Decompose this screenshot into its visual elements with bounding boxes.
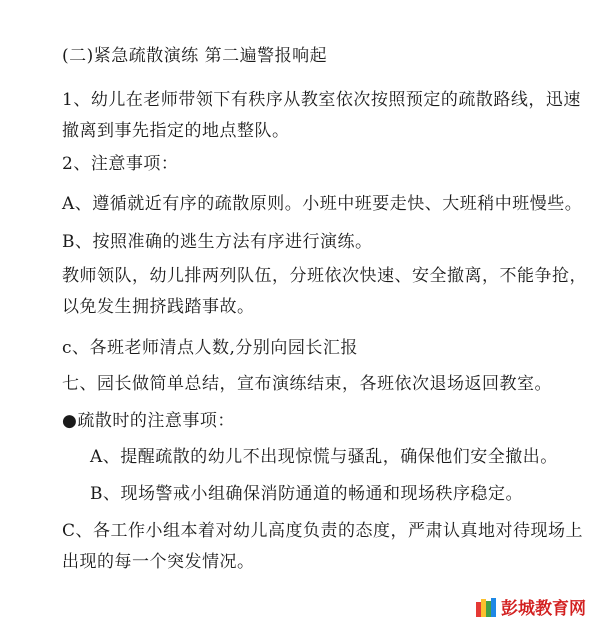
paragraph-item-1-line-1: 1、幼儿在老师带领下有秩序从教室依次按照预定的疏散路线，迅速 bbox=[62, 90, 581, 110]
sub-item-b: B、现场警戒小组确保消防通道的畅通和现场秩序稳定。 bbox=[90, 484, 523, 504]
books-logo-icon bbox=[475, 596, 497, 618]
paragraph-teacher-line-1: 教师领队，幼儿排两列队伍，分班依次快速、安全撤离，不能争抢， bbox=[62, 266, 587, 286]
paragraph-item-a: A、遵循就近有序的疏散原则。小班中班要走快、大班稍中班慢些。 bbox=[62, 194, 583, 214]
sub-item-c-line-1: C、各工作小组本着对幼儿高度负责的态度，严肃认真地对待现场上 bbox=[62, 521, 584, 541]
sub-item-a: A、提醒疏散的幼儿不出现惊慌与骚乱，确保他们安全撤出。 bbox=[90, 447, 558, 467]
paragraph-item-b: B、按照准确的逃生方法有序进行演练。 bbox=[62, 232, 373, 252]
paragraph-item-1-line-2: 撤离到事先指定的地点整队。 bbox=[62, 121, 290, 141]
paragraph-item-2: 2、注意事项： bbox=[62, 154, 179, 174]
sub-item-c-line-2: 出现的每一个突发情况。 bbox=[62, 552, 255, 572]
section-title: (二)紧急疏散演练 第二遍警报响起 bbox=[62, 46, 328, 66]
paragraph-item-7: 七、园长做简单总结，宣布演练结束，各班依次退场返回教室。 bbox=[62, 374, 552, 394]
bullet-heading: ●疏散时的注意事项： bbox=[62, 411, 235, 431]
paragraph-item-c: c、各班老师清点人数,分别向园长汇报 bbox=[62, 338, 358, 358]
paragraph-teacher-line-2: 以免发生拥挤践踏事故。 bbox=[62, 297, 255, 317]
watermark bbox=[475, 594, 586, 619]
watermark-text: 彭城教育网 bbox=[501, 599, 586, 619]
